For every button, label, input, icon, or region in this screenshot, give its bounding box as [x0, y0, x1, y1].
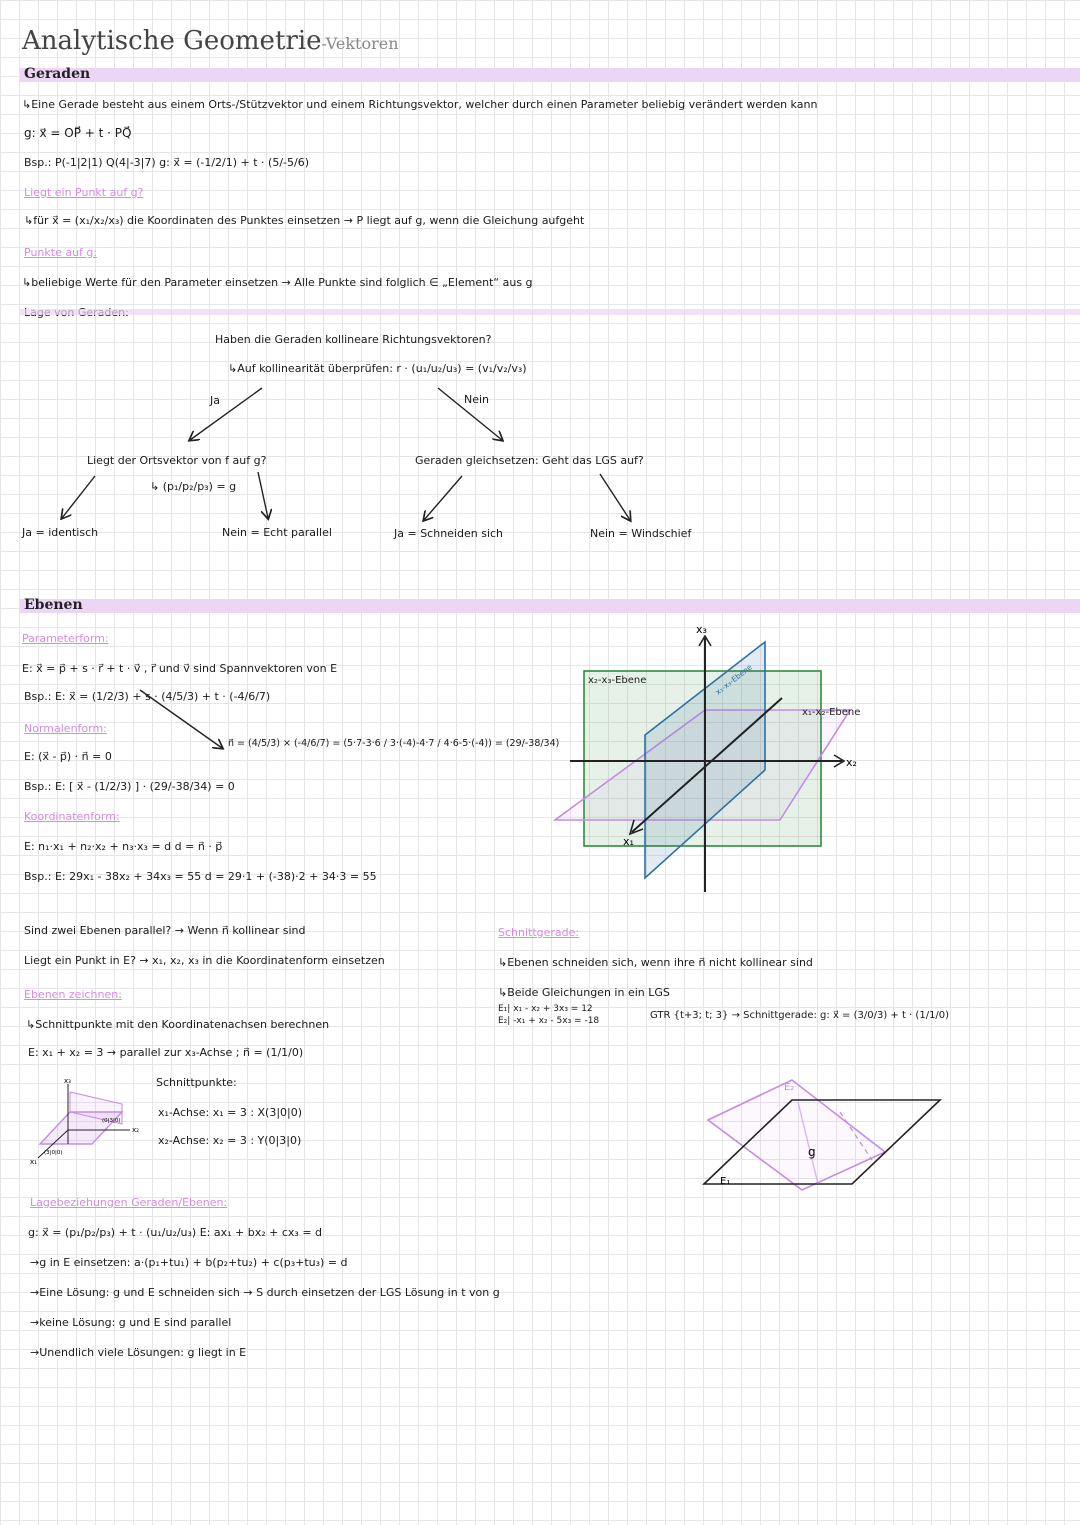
lage-step2: →Eine Lösung: g und E schneiden sich → S durch einsetzen der LGS Lösung in t von g — [30, 1286, 500, 1299]
tree-no: Nein — [464, 393, 490, 406]
parallel-question: Sind zwei Ebenen parallel? → Wenn n⃗ kollinear sind — [24, 924, 306, 937]
tree-left-question: Liegt der Ortsvektor von f auf g? — [87, 454, 267, 467]
label-plane-x1x3: x₁-x₃-Ebene — [713, 662, 754, 697]
param-label: Parameterform: — [22, 632, 109, 645]
lgs-result: GTR {t+3; t; 3} → Schnittgerade: g: x⃗ = (3/0/3) + t · (1/1/0) — [650, 1010, 950, 1021]
coord-example: Bsp.: E: 29x₁ - 38x₂ + 34x₃ = 55 d = 29·1 + (-38)·2 + 34·3 = 55 — [24, 870, 377, 883]
lgs-eq1: E₁| x₁ - x₂ + 3x₃ = 12 — [498, 1004, 593, 1014]
lgs-intro: ↳Beide Gleichungen in ein LGS — [498, 986, 670, 999]
draw-text: ↳Schnittpunkte mit den Koordinatenachsen berechnen — [26, 1018, 330, 1031]
label-e1: E₁ — [720, 1176, 731, 1187]
schnittgerade-text: ↳Ebenen schneiden sich, wenn ihre n⃗ nicht kollinear sind — [498, 956, 813, 969]
lage-step3: →keine Lösung: g und E sind parallel — [30, 1316, 232, 1329]
small-label-x1: x₁ — [30, 1158, 37, 1166]
small-label-x3: x₃ — [64, 1077, 71, 1085]
tree-right-question: Geraden gleichsetzen: Geht das LGS auf? — [415, 454, 644, 467]
schnittpunkte-label: Schnittpunkte: — [156, 1076, 237, 1089]
tree-leaf-schneiden: Ja = Schneiden sich — [394, 527, 504, 540]
lage-ebenen-label: Lagebeziehungen Geraden/Ebenen: — [30, 1196, 228, 1209]
label-axis-x1: x₁ — [623, 835, 634, 848]
lage-step1: →g in E einsetzen: a·(p₁+tu₁) + b(p₂+tu₂) + c(p₃+tu₃) = d — [30, 1256, 348, 1269]
points-text: ↳beliebige Werte für den Parameter einsetzen → Alle Punkte sind folglich ∈ „Element“ aus g — [22, 276, 533, 289]
tree-left-formula: ↳ (p₁/p₂/p₃) = g — [150, 480, 237, 493]
small-label-x2: x₂ — [132, 1126, 139, 1134]
tree-leaf-windschief: Nein = Windschief — [590, 527, 692, 540]
coordinate-planes-diagram — [550, 620, 880, 895]
points-label: Punkte auf g: — [24, 246, 98, 259]
label-axis-x2: x₂ — [846, 756, 857, 769]
tree-check: ↳Auf kollinearität überprüfen: r · (u₁/u₂/u₃) = (v₁/v₂/v₃) — [228, 362, 527, 375]
schnittpunkt-x1: x₁-Achse: x₁ = 3 : X(3|0|0) — [158, 1106, 303, 1119]
coord-formula: E: n₁·x₁ + n₂·x₂ + n₃·x₃ = d d = n⃗ · p⃗ — [24, 840, 223, 853]
lage-step4: →Unendlich viele Lösungen: g liegt in E — [30, 1346, 247, 1359]
label-e2: E₂ — [784, 1082, 795, 1093]
coord-label: Koordinatenform: — [24, 810, 120, 823]
small-point-b: (3|0|0) — [44, 1150, 63, 1156]
label-axis-x3: x₃ — [696, 623, 707, 636]
title-main: Analytische Geometrie — [22, 26, 322, 56]
tree-leaf-identisch: Ja = identisch — [22, 526, 99, 539]
lage-formula: g: x⃗ = (p₁/p₂/p₃) + t · (u₁/u₂/u₃) E: ax₁ + bx₂ + cx₃ = d — [28, 1226, 323, 1239]
geraden-heading: Geraden — [24, 66, 91, 82]
draw-label: Ebenen zeichnen: — [24, 988, 122, 1001]
small-point-a: (0|3|0) — [102, 1118, 121, 1124]
tree-question: Haben die Geraden kollineare Richtungsvektoren? — [215, 333, 492, 346]
normal-example: Bsp.: E: [ x⃗ - (1/2/3) ] · (29/-38/34) = 0 — [24, 780, 235, 793]
label-plane-x1x2: x₁-x₂-Ebene — [802, 707, 861, 718]
title-sub: -Vektoren — [321, 34, 399, 53]
param-example: Bsp.: E: x⃗ = (1/2/3) + s · (4/5/3) + t · (-4/6/7) — [24, 690, 271, 703]
schnittgerade-label: Schnittgerade: — [498, 926, 580, 939]
label-g: g — [808, 1145, 816, 1159]
tree-leaf-parallel: Nein = Echt parallel — [222, 526, 332, 539]
param-formula: E: x⃗ = p⃗ + s · r⃗ + t · v⃗ , r⃗ und v⃗ sind Spannvektoren von E — [22, 662, 338, 675]
geraden-formula: g: x⃗ = OP⃗ + t · PQ⃗ — [24, 126, 132, 140]
lgs-eq2: E₂| -x₁ + x₂ - 5x₃ = -18 — [498, 1016, 600, 1026]
plane-e2 — [708, 1080, 885, 1190]
normal-formula: E: (x⃗ - p⃗) · n⃗ = 0 — [24, 750, 112, 763]
cross-product: n⃗ = (4/5/3) × (-4/6/7) = (5·7-3·6 / 3·(-4)-4·7 / 4·6-5·(-4)) = (29/-38/34) — [228, 738, 560, 749]
schnittpunkt-x2: x₂-Achse: x₂ = 3 : Y(0|3|0) — [158, 1134, 302, 1147]
draw-example: E: x₁ + x₂ = 3 → parallel zur x₃-Achse ; n⃗ = (1/1/0) — [28, 1046, 304, 1059]
point-check-label: Liegt ein Punkt auf g? — [24, 186, 144, 199]
geraden-intro: ↳Eine Gerade besteht aus einem Orts-/Stützvektor und einem Richtungsvektor, welcher durch einen Parameter beliebig verändert werden kann — [22, 98, 818, 111]
label-plane-x2x3: x₂-x₃-Ebene — [588, 675, 647, 686]
geraden-example: Bsp.: P(-1|2|1) Q(4|-3|7) g: x⃗ = (-1/2/1) + t · (5/-5/6) — [24, 156, 310, 169]
intersection-diagram — [700, 1072, 950, 1192]
normal-label: Normalenform: — [24, 722, 107, 735]
point-in-plane: Liegt ein Punkt in E? → x₁, x₂, x₃ in die Koordinatenform einsetzen — [24, 954, 385, 967]
tree-yes: Ja — [210, 394, 220, 407]
point-check-text: ↳für x⃗ = (x₁/x₂/x₃) die Koordinaten des Punktes einsetzen → P liegt auf g, wenn die Gleichung aufgeht — [24, 214, 585, 227]
ebenen-heading: Ebenen — [24, 597, 83, 613]
small-plane-sketch — [30, 1074, 150, 1169]
